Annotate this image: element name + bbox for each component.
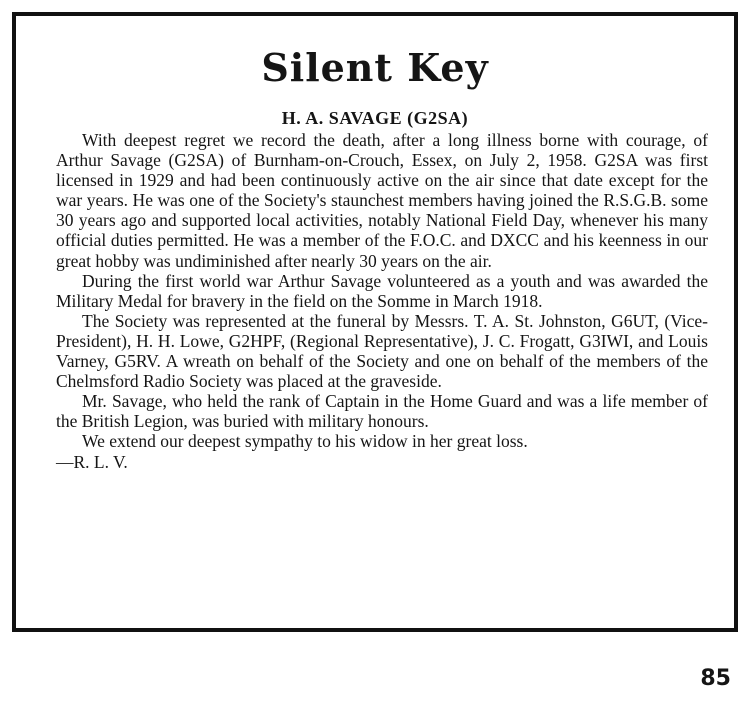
signature: —R. L. V.: [56, 451, 128, 472]
article-title: Silent Key: [261, 45, 489, 90]
paragraph-burial: Mr. Savage, who held the rank of Captain in the Home Guard and was a life member of the British Legion, was buried with military honours.: [56, 391, 708, 432]
paragraph-military-service: During the first world war Arthur Savage volunteered as a youth and was awarded the Military Medal for bravery in the field on the Somme in March 1918.: [56, 270, 708, 311]
article-body: [56, 130, 708, 472]
page-number: 85: [700, 666, 731, 691]
paragraph-sympathy: We extend our deepest sympathy to his widow in her great loss.: [82, 431, 528, 452]
paragraph-obituary: With deepest regret we record the death, after a long illness borne with courage, of Arthur Savage (G2SA) of Burnham-on-Crouch, Essex, on July 2, 1958. G2SA was first licensed in 1929 and had been continuously active on the air since that date except for the war years. He was one of the Society's staunchest members having joined the R.S.G.B. some 30 years ago and supported local activities, notably National Field Day, whenever his many official duties permitted. He was a member of the F.O.C. and DXCC and his keenness in our great hobby was undiminished after nearly 30 years on the air.: [56, 130, 708, 271]
article-frame: [12, 12, 738, 632]
paragraph-funeral: The Society was represented at the funeral by Messrs. T. A. St. Johnston, G6UT, (Vice-President), H. H. Lowe, G2HPF, (Regional Representative), J. C. Frogatt, G3IWI, and Louis Varney, G5RV. A wreath on behalf of the Society and one on behalf of the members of the Chelmsford Radio Society was placed at the graveside.: [56, 310, 708, 392]
article-subtitle: H. A. SAVAGE (G2SA): [281, 108, 469, 128]
